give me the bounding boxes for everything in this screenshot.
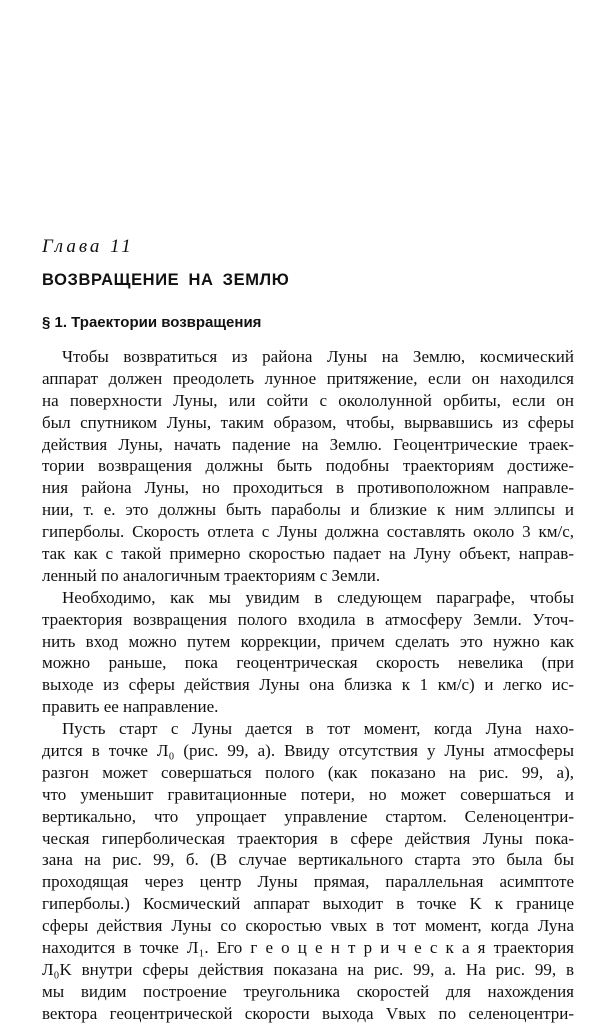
text-line: вертикально, что упрощает управление стартом. Селеноцентри- <box>42 806 574 826</box>
text-line: можно раньше, пока геоцентрическая скорость невелика (при <box>42 653 574 673</box>
text-line: траектория возвращения полого входила в атмосферу Земли. Уточ- <box>42 609 574 629</box>
section-title: § 1. Траектории возвращения <box>42 314 262 331</box>
text-line: гиперболы. Скорость отлета с Луны должна составлять около 3 км/с, <box>42 522 574 542</box>
text-line: нить вход можно путем коррекции, причем сделать это нужно как <box>42 631 574 651</box>
text-line: мы видим построение треугольника скоростей для нахождения <box>42 981 574 1001</box>
text-line: ческая гиперболическая траектория в сфере действия Луны пока- <box>42 828 574 848</box>
text-line: Пусть старт с Луны дается в тот момент, когда Луна нахо- <box>62 719 574 739</box>
text-line: править ее направление. <box>42 697 219 717</box>
text-line: проходящая через центр Луны прямая, параллельная асимптоте <box>42 872 574 892</box>
text-line: так как с такой примерно скоростью падает на Луну объект, направ- <box>42 544 574 564</box>
text-line: Необходимо, как мы увидим в следующем параграфе, чтобы <box>62 587 574 607</box>
text-line: тории возвращения должны быть подобны траекториям достиже- <box>42 456 574 476</box>
text-line: ния района Луны, но проходиться в противоположном направле- <box>42 478 574 498</box>
text-line: гиперболы.) Космический аппарат выходит в точке K к границе <box>42 894 574 914</box>
body-text <box>42 346 574 1025</box>
text-line: сферы действия Луны со скоростью vвых в тот момент, когда Луна <box>42 916 574 936</box>
text-line: ленный по аналогичным траекториям с Земли. <box>42 565 381 585</box>
text-line: находится в точке Л₁. Его г е о ц е н т р и ч е с к а я траектория <box>42 938 574 958</box>
text-line: Чтобы возвратиться из района Луны на Землю, космический <box>62 347 574 366</box>
text-line: разгон может совершаться полого (как показано на рис. 99, а), <box>42 762 574 782</box>
text-line: вектора геоцентрической скорости выхода Vвых по селеноцентри- <box>42 1003 574 1023</box>
text-line: действия Луны, начать падение на Землю. Геоцентрические траек- <box>42 434 574 454</box>
chapter-title: ВОЗВРАЩЕНИЕ НА ЗЕМЛЮ <box>42 271 290 289</box>
text-line: что уменьшит гравитационные потери, но может совершаться и <box>42 784 574 804</box>
text-line: дится в точке Л₀ (рис. 99, а). Ввиду отсутствия у Луны атмосферы <box>42 741 574 761</box>
text-line: на поверхности Луны, или сойти с окололунной орбиты, если он <box>42 390 574 410</box>
text-line: Л₀K внутри сферы действия показана на рис. 99, а. На рис. 99, в <box>42 959 574 979</box>
text-line: зана на рис. 99, б. (В случае вертикального старта это была бы <box>42 850 574 870</box>
text-line: нии, т. е. это должны быть параболы и близкие к ним эллипсы и <box>42 500 574 520</box>
chapter-label: Глава 11 <box>42 236 134 257</box>
text-line: был спутником Луны, таким образом, чтобы, вырвавшись из сферы <box>42 412 574 432</box>
text-line: выходе из сферы действия Луны она близка к 1 км/с) и легко ис- <box>42 675 574 695</box>
text-line: аппарат должен преодолеть лунное притяжение, если он находился <box>42 368 574 388</box>
